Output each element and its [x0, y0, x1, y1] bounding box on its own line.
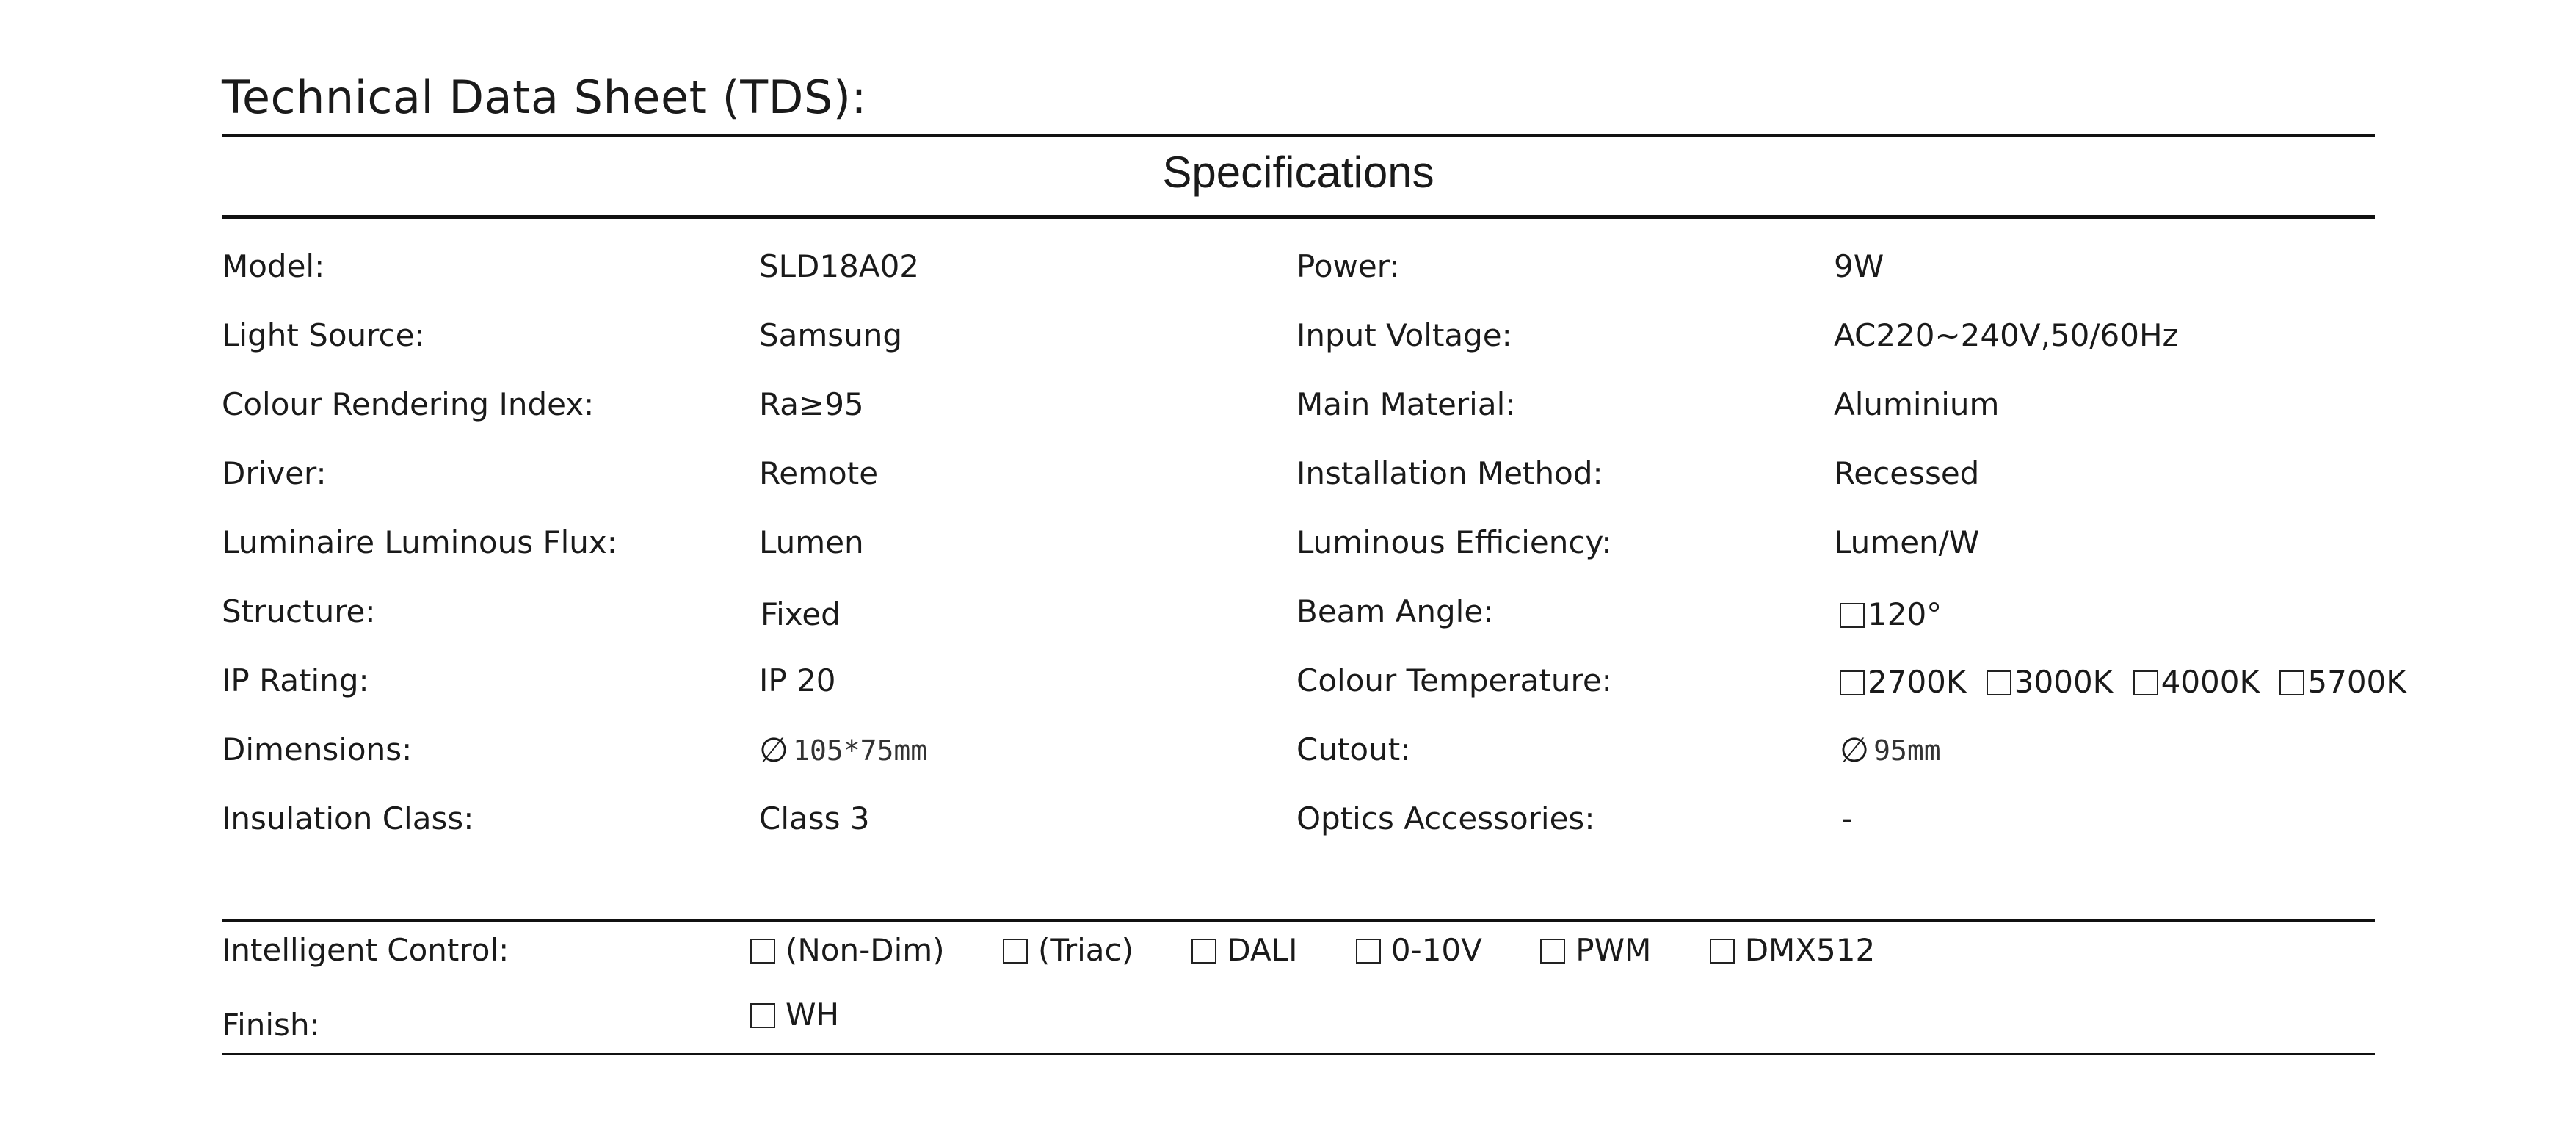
document-title: Technical Data Sheet (TDS): [222, 70, 867, 124]
control-option-pwm[interactable] [1540, 921, 1651, 980]
spec-label: Light Source: [222, 317, 425, 353]
spec-value: Class 3 [759, 800, 870, 836]
spec-label: Model: [222, 248, 325, 284]
spec-label: Insulation Class: [222, 800, 474, 836]
spec-label: Beam Angle: [1296, 593, 1494, 629]
option-label: (Triac) [1037, 932, 1133, 968]
spec-label: Optics Accessories: [1296, 800, 1595, 836]
spec-row [0, 646, 2576, 715]
spec-row [0, 439, 2576, 508]
spec-value: Ra≥95 [759, 386, 864, 422]
option-label: (Non-Dim) [786, 932, 945, 968]
spec-row [0, 715, 2576, 784]
spec-value: SLD18A02 [759, 248, 920, 284]
spec-row [0, 577, 2576, 646]
checkbox[interactable] [1191, 939, 1216, 964]
finish-label: Finish: [222, 1007, 320, 1043]
spec-value: IP 20 [759, 662, 836, 698]
checkbox[interactable] [1003, 939, 1028, 964]
heading-rule [222, 215, 2375, 219]
spec-row [0, 508, 2576, 577]
option-label: 5700K [2307, 664, 2406, 700]
checkbox[interactable] [1840, 670, 1865, 695]
dimensions-text: 105*75mm [793, 734, 928, 767]
spec-value: Fixed [761, 596, 841, 632]
option-label: WH [786, 997, 840, 1033]
finish-options [750, 986, 888, 1044]
spec-row [0, 301, 2576, 370]
colour-temperature-option[interactable] [2279, 648, 2406, 717]
spec-value: 9W [1834, 248, 1884, 284]
checkbox[interactable] [1356, 939, 1381, 964]
control-option-0-10v[interactable] [1356, 921, 1482, 980]
controls-bottom-rule [222, 1053, 2375, 1055]
spec-label: Input Voltage: [1296, 317, 1512, 353]
checkbox[interactable] [1710, 939, 1735, 964]
spec-label: Luminous Efficiency: [1296, 524, 1612, 560]
checkbox[interactable] [750, 1003, 775, 1028]
intelligent-control-options [750, 921, 1923, 980]
checkbox[interactable] [1840, 603, 1865, 628]
spec-value: - [1841, 800, 1853, 836]
spec-value: Lumen [759, 524, 864, 560]
diameter-icon: ∅ [759, 730, 789, 770]
dimensions-value [759, 715, 927, 785]
spec-label: Driver: [222, 455, 327, 491]
finish-row [0, 986, 2576, 1044]
spec-value: AC220~240V,50/60Hz [1834, 317, 2179, 353]
spec-label: Luminaire Luminous Flux: [222, 524, 617, 560]
spec-label: Colour Rendering Index: [222, 386, 595, 422]
spec-label: Colour Temperature: [1296, 662, 1612, 698]
spec-value: Recessed [1834, 455, 1980, 491]
control-option-dmx512[interactable] [1710, 921, 1876, 980]
colour-temperature-option[interactable] [2133, 648, 2260, 717]
intelligent-control-label: Intelligent Control: [222, 932, 509, 968]
section-heading: Specifications [1162, 148, 1434, 197]
spec-label: Installation Method: [1296, 455, 1603, 491]
option-label: 4000K [2160, 664, 2260, 700]
beam-angle-options [1840, 580, 1952, 649]
checkbox[interactable] [1540, 939, 1565, 964]
colour-temperature-option[interactable] [1987, 648, 2113, 717]
option-label: 0-10V [1390, 932, 1482, 968]
spec-label: Dimensions: [222, 731, 413, 767]
option-label: 120° [1868, 596, 1942, 632]
control-option-triac[interactable] [1003, 921, 1133, 980]
spec-row [0, 232, 2576, 301]
spec-label: Main Material: [1296, 386, 1516, 422]
beam-angle-option[interactable] [1840, 580, 1942, 649]
finish-option-wh[interactable] [750, 986, 839, 1044]
control-option-dali[interactable] [1191, 921, 1297, 980]
option-label: PWM [1575, 932, 1652, 968]
spec-row [0, 370, 2576, 439]
spec-value: Remote [759, 455, 879, 491]
spec-label: Structure: [222, 593, 376, 629]
colour-temperature-options [1840, 648, 2417, 717]
spec-value: Samsung [759, 317, 903, 353]
spec-value: Lumen/W [1834, 524, 1980, 560]
colour-temperature-option[interactable] [1840, 648, 1966, 717]
title-rule [222, 134, 2375, 137]
option-label: DALI [1227, 932, 1298, 968]
spec-value: Aluminium [1834, 386, 2000, 422]
option-label: 2700K [1868, 664, 1967, 700]
option-label: 3000K [2014, 664, 2114, 700]
checkbox[interactable] [750, 939, 775, 964]
cutout-text: 95mm [1873, 734, 1941, 767]
checkbox[interactable] [1987, 670, 2011, 695]
checkbox[interactable] [2279, 670, 2304, 695]
cutout-value [1840, 715, 1941, 785]
option-label: DMX512 [1744, 932, 1876, 968]
spec-label: IP Rating: [222, 662, 369, 698]
spec-label: Power: [1296, 248, 1400, 284]
checkbox[interactable] [2133, 670, 2158, 695]
diameter-icon: ∅ [1840, 730, 1870, 770]
control-option-non-dim[interactable] [750, 921, 945, 980]
intelligent-control-row [0, 921, 2576, 980]
spec-label: Cutout: [1296, 731, 1411, 767]
spec-row [0, 784, 2576, 853]
